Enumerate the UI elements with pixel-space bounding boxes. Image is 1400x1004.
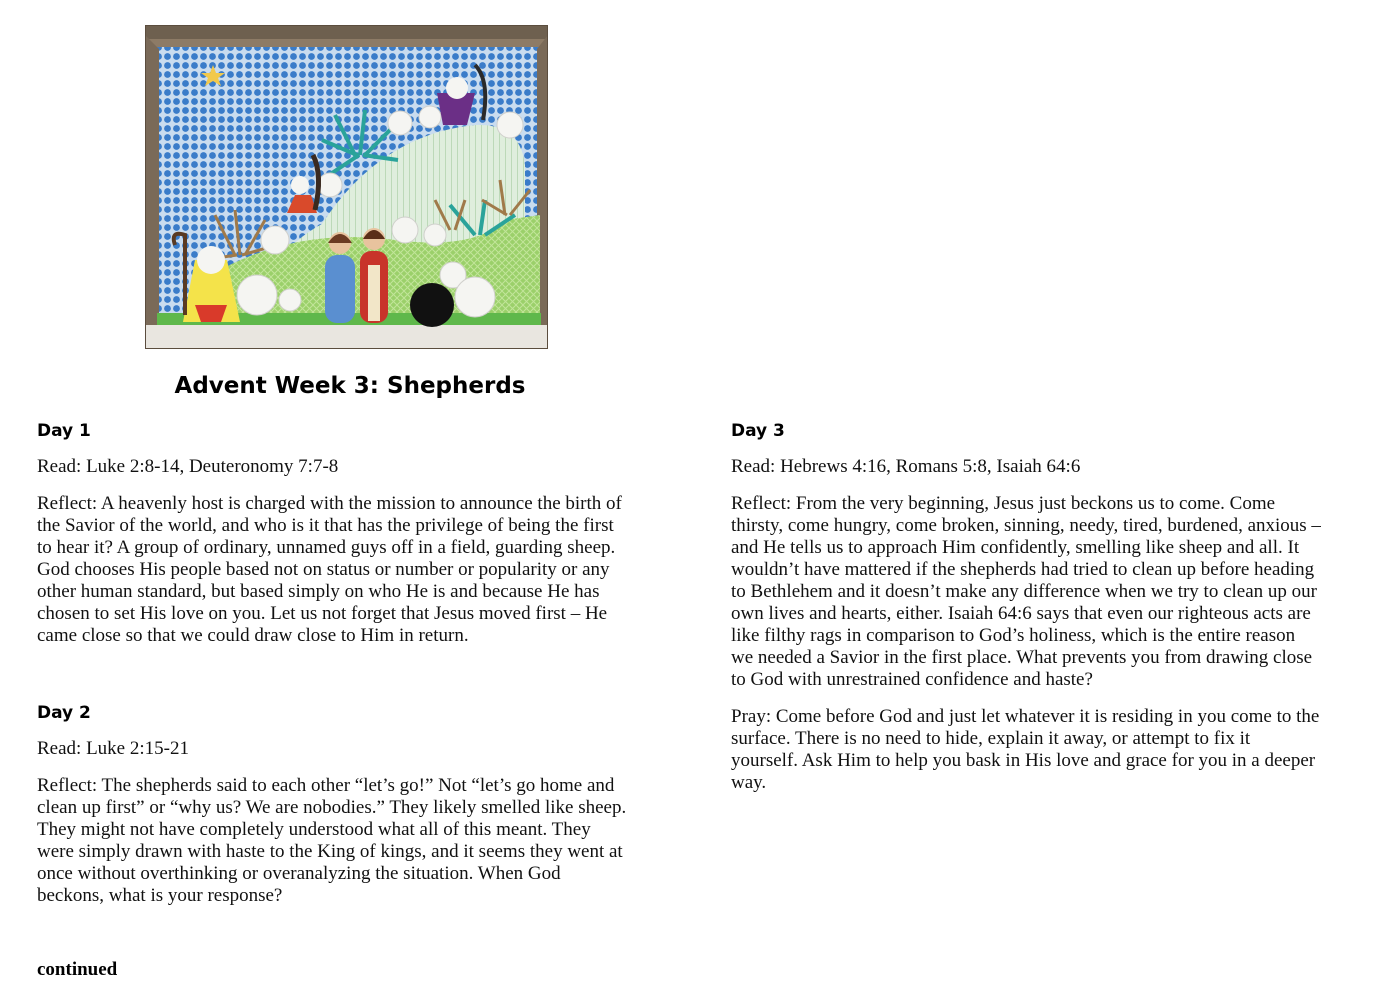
text-line: we needed a Savior in the first place. What prevents you from drawing close [731,647,1313,668]
text-line: to God with unrestrained confidence and haste? [731,669,1093,690]
text-line: yourself. Ask Him to help you bask in His love and grace for you in a deeper [731,750,1316,771]
left-column [37,420,672,922]
text-line: way. [731,772,767,793]
text-line: like filthy rags in comparison to God’s holiness, which is the entire reason [731,625,1296,646]
diorama-photo [145,25,548,349]
text-line: surface. There is no need to hide, explain it away, or attempt to fix it [731,728,1251,749]
text-line: thirsty, come hungry, come broken, sinning, needy, tired, burdened, anxious – [731,515,1321,536]
text-line: clean up first” or “why us? We are nobodies.” They likely smelled like sheep. [37,797,627,818]
day3-reflect [731,493,1366,691]
day1-read: Read: Luke 2:8-14, Deuteronomy 7:7-8 [37,456,339,477]
text-line: Reflect: The shepherds said to each other “let’s go!” Not “let’s go home and [37,775,615,796]
text-line: own lives and hearts, either. Isaiah 64:6 says that even our righteous acts are [731,603,1311,624]
text-line: came close so that we could draw close to Him in return. [37,625,469,646]
day3-heading: Day 3 [731,421,785,441]
day3-pray [731,706,1366,794]
text-line: to hear it? A group of ordinary, unnamed guys off in a field, guarding sheep. [37,537,616,558]
text-line: They might not have completely understood what all of this meant. They [37,819,591,840]
text-line: were simply drawn with haste to the King of kings, and it seems they went at [37,841,623,862]
text-line: God chooses His people based not on status or number or popularity or any [37,559,610,580]
text-line: wouldn’t have mattered if the shepherds had tried to clean up before heading [731,559,1315,580]
right-column [731,420,1366,809]
day2-reflect [37,775,672,907]
text-line: the Savior of the world, and who is it that has the privilege of being the first [37,515,614,536]
text-line: Pray: Come before God and just let whatever it is residing in you come to the [731,706,1320,727]
day1-heading: Day 1 [37,421,91,441]
text-line: Reflect: From the very beginning, Jesus just beckons us to come. Come [731,493,1276,514]
day1-reflect [37,493,672,647]
text-line: once without overthinking or overanalyzing the situation. When God [37,863,561,884]
day3-read: Read: Hebrews 4:16, Romans 5:8, Isaiah 64:6 [731,456,1081,477]
day2-read: Read: Luke 2:15-21 [37,738,189,759]
text-line: other human standard, but based simply on who He is and because He has [37,581,600,602]
text-line: Reflect: A heavenly host is charged with the mission to announce the birth of [37,493,622,514]
page-title: Advent Week 3: Shepherds [174,373,526,399]
continued-label: continued [37,959,118,980]
text-line: to Bethlehem and it doesn’t make any difference when we try to clean up our [731,581,1317,602]
text-line: beckons, what is your response? [37,885,283,906]
text-line: chosen to set His love on you. Let us not forget that Jesus moved first – He [37,603,608,624]
text-line: and He tells us to approach Him confidently, smelling like sheep and all. It [731,537,1300,558]
day2-heading: Day 2 [37,703,91,723]
